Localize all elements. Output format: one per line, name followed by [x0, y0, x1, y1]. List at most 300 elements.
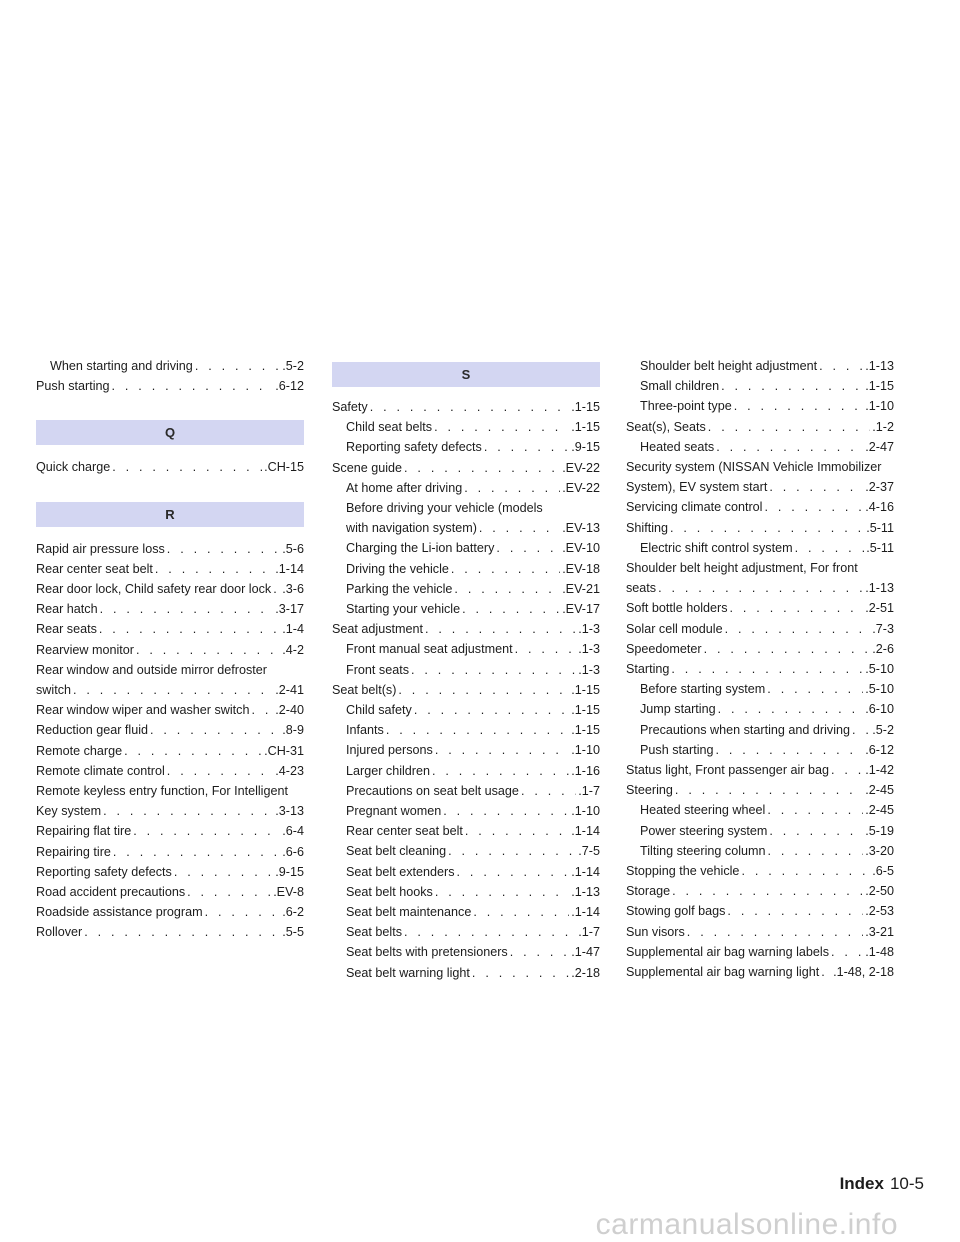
index-entry-row: [640, 800, 894, 820]
entry-label: Reporting safety defects: [346, 440, 482, 455]
entry-page-ref: .1-48, 2-18: [833, 965, 894, 980]
index-entry-row: [640, 699, 894, 719]
dot-leader: [671, 659, 863, 679]
index-subentry: [332, 720, 600, 740]
index-entry: [626, 497, 894, 517]
entry-page-ref: .1-10: [865, 399, 894, 414]
dot-leader: [819, 356, 863, 376]
entry-label: Parking the vehicle: [346, 581, 453, 596]
entry-label: Rapid air pressure loss: [36, 541, 165, 556]
dot-leader: [473, 902, 569, 922]
entry-label: Rear window and outside mirror defroster: [36, 662, 267, 677]
dot-leader: [831, 760, 863, 780]
index-entry: [36, 720, 304, 740]
entry-label: At home after driving: [346, 480, 463, 495]
index-entry: [36, 741, 304, 761]
index-subentry: [332, 862, 600, 882]
entry-label: Remote climate control: [36, 763, 165, 778]
entry-label: Repairing tire: [36, 844, 111, 859]
entry-label: Seat adjustment: [332, 622, 424, 637]
entry-page-ref: .1-14: [571, 824, 600, 839]
dot-leader: [252, 700, 274, 720]
entry-page-ref: .2-45: [865, 783, 894, 798]
entry-page-ref: .3-6: [282, 582, 304, 597]
entry-label: Child seat belts: [346, 420, 433, 435]
dot-leader: [370, 397, 570, 417]
entry-page-ref: .EV-22: [562, 480, 600, 495]
dot-leader: [658, 578, 863, 598]
dot-leader: [764, 497, 863, 517]
dot-leader: [727, 901, 863, 921]
index-entry-row: [346, 761, 600, 781]
entry-label: Safety: [332, 400, 368, 414]
entry-label: Front manual seat adjustment: [346, 642, 513, 657]
index-entry: [36, 619, 304, 639]
entry-label: Seat belt hooks: [346, 884, 433, 899]
index-entry: [332, 458, 600, 478]
entry-label: Key system: [36, 804, 102, 819]
entry-label: Shoulder belt height adjustment: [640, 359, 818, 373]
index-entry: [626, 942, 894, 962]
index-subentry: [332, 639, 600, 659]
index-entry-row: [346, 720, 600, 740]
dot-leader: [432, 761, 569, 781]
dot-leader: [84, 922, 280, 942]
index-entry: [36, 640, 304, 660]
entry-page-ref: .1-7: [578, 925, 600, 940]
index-entry: [36, 680, 304, 700]
entry-label: Heated seats: [640, 439, 715, 454]
index-entry: [332, 680, 600, 700]
dot-leader: [103, 801, 273, 821]
dot-leader: [187, 882, 271, 902]
index-entry-row: [36, 801, 304, 821]
entry-label: Electric shift control system: [640, 540, 793, 555]
dot-leader: [484, 437, 569, 457]
index-entry-row: [346, 437, 600, 457]
index-entry-row: [626, 901, 894, 921]
entry-label: Solar cell module: [626, 621, 723, 636]
dot-leader: [718, 699, 864, 719]
entry-page-ref: .5-6: [282, 541, 304, 556]
index-entry: [36, 842, 304, 862]
entry-label: Quick charge: [36, 460, 111, 475]
index-subentry: [36, 356, 304, 376]
entry-label: with navigation system): [346, 521, 477, 536]
index-entry-row: [36, 842, 304, 862]
entry-label: Push starting: [640, 742, 714, 757]
entry-label: Jump starting: [640, 702, 716, 717]
entry-label: Remote charge: [36, 743, 123, 758]
dot-leader: [155, 559, 273, 579]
index-entry-row: [332, 458, 600, 478]
section-letter-header: R: [36, 502, 304, 527]
entry-page-ref: .3-17: [275, 602, 304, 617]
entry-label: Seat belts with pretensioners: [346, 945, 508, 960]
dot-leader: [716, 437, 863, 457]
index-subentry: [626, 800, 894, 820]
index-entry-row: [346, 882, 600, 902]
entry-page-ref: .1-13: [865, 359, 894, 373]
index-entry: [332, 397, 600, 417]
index-entry-row: [346, 417, 600, 437]
index-subentry: [626, 437, 894, 457]
entry-page-ref: .1-15: [571, 400, 600, 414]
entry-page-ref: .5-10: [865, 662, 894, 677]
dot-leader: [73, 680, 273, 700]
entry-page-ref: .6-2: [282, 905, 304, 920]
index-entry-row: [640, 538, 894, 558]
index-entry: [626, 417, 894, 437]
index-entry-row: [36, 680, 304, 700]
entry-page-ref: .1-10: [571, 804, 600, 819]
index-entry-row: [346, 518, 600, 538]
dot-leader: [398, 680, 569, 700]
entry-label: Precautions when starting and driving: [640, 722, 851, 737]
entry-page-ref: .5-10: [865, 682, 894, 697]
index-entry-row: [36, 599, 304, 619]
dot-leader: [510, 942, 570, 962]
dot-leader: [730, 598, 864, 618]
index-entry: [36, 781, 304, 801]
entry-label: Scene guide: [332, 460, 403, 475]
entry-label: Power steering system: [640, 823, 768, 838]
index-entry-row: [346, 478, 600, 498]
entry-page-ref: .9-15: [571, 440, 600, 455]
entry-page-ref: .1-2: [872, 419, 894, 434]
index-entry-row: [346, 963, 600, 983]
index-entry-row: [626, 518, 894, 538]
entry-label: Before starting system: [640, 682, 766, 697]
dot-leader: [767, 800, 863, 820]
entry-page-ref: .1-15: [865, 379, 894, 394]
index-entry: [626, 780, 894, 800]
entry-label: Rear window wiper and washer switch: [36, 703, 250, 718]
dot-leader: [769, 821, 863, 841]
index-subentry: [332, 781, 600, 801]
entry-label: Supplemental air bag warning labels: [626, 944, 830, 959]
index-entry-row: [346, 700, 600, 720]
entry-label: Infants: [346, 723, 384, 738]
entry-page-ref: .2-47: [865, 439, 894, 454]
entry-page-ref: .2-41: [275, 683, 304, 698]
index-entry: [36, 761, 304, 781]
dot-leader: [767, 679, 863, 699]
index-subentry: [332, 841, 600, 861]
index-entry-row: [626, 962, 894, 982]
dot-leader: [174, 862, 273, 882]
index-entry: [36, 862, 304, 882]
index-entry: [36, 882, 304, 902]
entry-page-ref: .1-15: [571, 682, 600, 697]
index-subentry: [626, 720, 894, 740]
dot-leader: [734, 396, 864, 416]
index-subentry: [332, 761, 600, 781]
index-entry-row: [36, 862, 304, 882]
entry-label: Road accident precautions: [36, 885, 186, 900]
index-subentry: [332, 963, 600, 983]
index-entry: [36, 376, 304, 396]
entry-page-ref: .3-21: [865, 924, 894, 939]
entry-page-ref: .4-16: [865, 500, 894, 515]
index-entry-row: [640, 841, 894, 861]
index-entry: [626, 962, 894, 982]
index-entry-row: [626, 598, 894, 618]
index-entry-row: [36, 457, 304, 477]
entry-page-ref: .6-5: [872, 864, 894, 879]
index-column-2: [332, 356, 600, 983]
entry-page-ref: .EV-13: [562, 521, 600, 536]
dot-leader: [768, 841, 864, 861]
footer-page-number: 10-5: [889, 1174, 924, 1193]
entry-page-ref: .1-42: [865, 763, 894, 778]
dot-leader: [741, 861, 870, 881]
index-entry: [626, 881, 894, 901]
index-subentry: [332, 740, 600, 760]
entry-page-ref: .EV-18: [562, 561, 600, 576]
index-entry-row: [332, 619, 600, 639]
index-entry: [36, 539, 304, 559]
entry-page-ref: .2-6: [872, 641, 894, 656]
index-entry: [36, 660, 304, 680]
watermark: [0, 1206, 960, 1242]
entry-label: Push starting: [36, 379, 110, 394]
entry-page-ref: .3-13: [275, 804, 304, 819]
dot-leader: [675, 780, 863, 800]
index-subentry: [332, 478, 600, 498]
index-entry-row: [626, 861, 894, 881]
dot-leader: [464, 478, 560, 498]
dot-leader: [100, 599, 274, 619]
index-entry: [36, 902, 304, 922]
index-subentry: [332, 821, 600, 841]
index-subentry: [626, 740, 894, 760]
dot-leader: [443, 801, 569, 821]
entry-page-ref: .1-14: [571, 864, 600, 879]
entry-label: Rear hatch: [36, 602, 98, 617]
dot-leader: [454, 579, 560, 599]
index-entry: [626, 922, 894, 942]
index-subentry: [332, 599, 600, 619]
dot-leader: [124, 741, 262, 761]
index-entry: [626, 477, 894, 497]
index-entry: [36, 457, 304, 477]
index-entry: [36, 599, 304, 619]
section-letter-header: S: [332, 362, 600, 387]
index-entry: [626, 760, 894, 780]
index-entry-row: [346, 902, 600, 922]
entry-page-ref: .2-53: [865, 904, 894, 919]
entry-page-ref: .1-14: [571, 905, 600, 920]
dot-leader: [521, 781, 576, 801]
dot-leader: [852, 720, 870, 740]
entry-page-ref: .1-15: [571, 703, 600, 718]
dot-leader: [133, 821, 280, 841]
entry-page-ref: .1-3: [578, 642, 600, 657]
index-entry: [626, 457, 894, 477]
index-entry: [626, 901, 894, 921]
entry-page-ref: .1-3: [578, 662, 600, 677]
entry-page-ref: .1-7: [578, 783, 600, 798]
index-entry-row: [36, 700, 304, 720]
index-subentry: [626, 699, 894, 719]
index-subentry: [332, 902, 600, 922]
index-entry-row: [36, 882, 304, 902]
entry-page-ref: .7-5: [578, 844, 600, 859]
page-footer: [840, 1174, 924, 1194]
index-entry-row: [36, 741, 304, 761]
index-entry-row: [640, 679, 894, 699]
dot-leader: [112, 376, 274, 396]
entry-page-ref: .5-11: [866, 520, 894, 535]
index-entry: [626, 518, 894, 538]
entry-page-ref: .4-2: [282, 642, 304, 657]
index-entry: [36, 559, 304, 579]
index-entry-row: [346, 801, 600, 821]
dot-leader: [434, 417, 569, 437]
entry-page-ref: .2-40: [275, 703, 304, 718]
index-subentry: [332, 801, 600, 821]
index-entry-row: [626, 942, 894, 962]
dot-leader: [167, 539, 281, 559]
entry-page-ref: .1-4: [282, 622, 304, 637]
index-subentry: [332, 882, 600, 902]
dot-leader: [136, 640, 280, 660]
index-entry: [36, 700, 304, 720]
index-subentry: [332, 660, 600, 680]
index-entry: [36, 922, 304, 942]
dot-leader: [721, 376, 863, 396]
entry-label: Tilting steering column: [640, 843, 766, 858]
entry-label: Servicing climate control: [626, 500, 763, 515]
index-entry-row: [36, 579, 304, 599]
entry-page-ref: .2-51: [865, 601, 894, 616]
dot-leader: [496, 538, 560, 558]
index-column-3: [626, 356, 894, 982]
section-letter-header: Q: [36, 420, 304, 445]
index-entry-row: [36, 821, 304, 841]
index-entry: [626, 619, 894, 639]
entry-page-ref: .2-45: [865, 803, 894, 818]
index-entry: [332, 619, 600, 639]
entry-page-ref: .5-2: [872, 722, 894, 737]
dot-leader: [725, 619, 871, 639]
entry-page-ref: .7-3: [872, 621, 894, 636]
dot-leader: [386, 720, 569, 740]
entry-page-ref: .1-10: [571, 743, 600, 758]
index-entry-row: [36, 922, 304, 942]
entry-label: Small children: [640, 379, 720, 394]
index-entry-row: [626, 578, 894, 598]
entry-label: Injured persons: [346, 743, 433, 758]
index-entry-row: [346, 942, 600, 962]
index-entry-row: [626, 417, 894, 437]
index-entry-row: [346, 660, 600, 680]
dot-leader: [112, 457, 262, 477]
index-column-1: [36, 356, 304, 943]
index-entry-row: [36, 559, 304, 579]
entry-label: Storage: [626, 884, 671, 899]
entry-label: Rear seats: [36, 622, 97, 637]
entry-label: Remote keyless entry function, For Intelligent: [36, 784, 288, 799]
entry-label: Stopping the vehicle: [626, 864, 740, 879]
entry-label: Reduction gear fluid: [36, 723, 149, 738]
entry-label: Rear center seat belt: [346, 824, 463, 839]
entry-label: Front seats: [346, 662, 409, 677]
index-entry: [36, 801, 304, 821]
entry-page-ref: .EV-8: [273, 885, 304, 900]
entry-label: Three-point type: [640, 399, 732, 414]
entry-label: Rear door lock, Child safety rear door lock: [36, 582, 272, 597]
index-subentry: [626, 376, 894, 396]
index-entry-row: [36, 720, 304, 740]
entry-page-ref: .1-16: [571, 763, 600, 778]
entry-page-ref: .1-15: [571, 723, 600, 738]
entry-label: Sun visors: [626, 924, 685, 939]
entry-label: Driving the vehicle: [346, 561, 449, 576]
entry-label: Larger children: [346, 763, 431, 778]
entry-page-ref: .3-20: [865, 843, 894, 858]
index-entry-row: [640, 396, 894, 416]
index-entry: [626, 578, 894, 598]
entry-label: Charging the Li-ion battery: [346, 541, 495, 556]
dot-leader: [113, 842, 280, 862]
index-entry-row: [640, 437, 894, 457]
index-entry-row: [626, 497, 894, 517]
index-entry: [626, 558, 894, 578]
index-entry-row: [346, 841, 600, 861]
entry-label: Seat belt(s): [332, 682, 397, 697]
entry-label: When starting and driving: [50, 359, 193, 373]
index-subentry: [332, 579, 600, 599]
index-entry-row: [346, 740, 600, 760]
index-subentry: [332, 498, 600, 518]
entry-label: Before driving your vehicle (models: [346, 501, 543, 516]
entry-label: System), EV system start: [626, 480, 768, 495]
entry-label: seats: [626, 581, 657, 596]
entry-label: Repairing flat tire: [36, 824, 132, 839]
entry-page-ref: .6-10: [865, 702, 894, 717]
entry-label: Heated steering wheel: [640, 803, 766, 818]
dot-leader: [672, 881, 863, 901]
dot-leader: [404, 458, 560, 478]
index-subentry: [332, 417, 600, 437]
index-subentry: [332, 922, 600, 942]
index-subentry: [626, 356, 894, 376]
entry-label: Steering: [626, 783, 673, 798]
index-entry-row: [36, 640, 304, 660]
index-entry-row: [332, 397, 600, 417]
dot-leader: [167, 761, 273, 781]
index-entry: [626, 639, 894, 659]
dot-leader: [404, 922, 576, 942]
index-subentry: [332, 538, 600, 558]
entry-page-ref: .6-4: [282, 824, 304, 839]
dot-leader: [831, 942, 863, 962]
index-subentry: [626, 821, 894, 841]
entry-page-ref: .EV-21: [562, 581, 600, 596]
entry-label: Child safety: [346, 703, 412, 718]
dot-leader: [821, 962, 831, 982]
index-subentry: [626, 679, 894, 699]
entry-page-ref: .1-48: [865, 944, 894, 959]
index-entry: [626, 659, 894, 679]
index-entry-row: [626, 619, 894, 639]
dot-leader: [687, 922, 863, 942]
dot-leader: [465, 821, 569, 841]
index-entry-row: [50, 356, 304, 376]
entry-label: Speedometer: [626, 641, 702, 656]
